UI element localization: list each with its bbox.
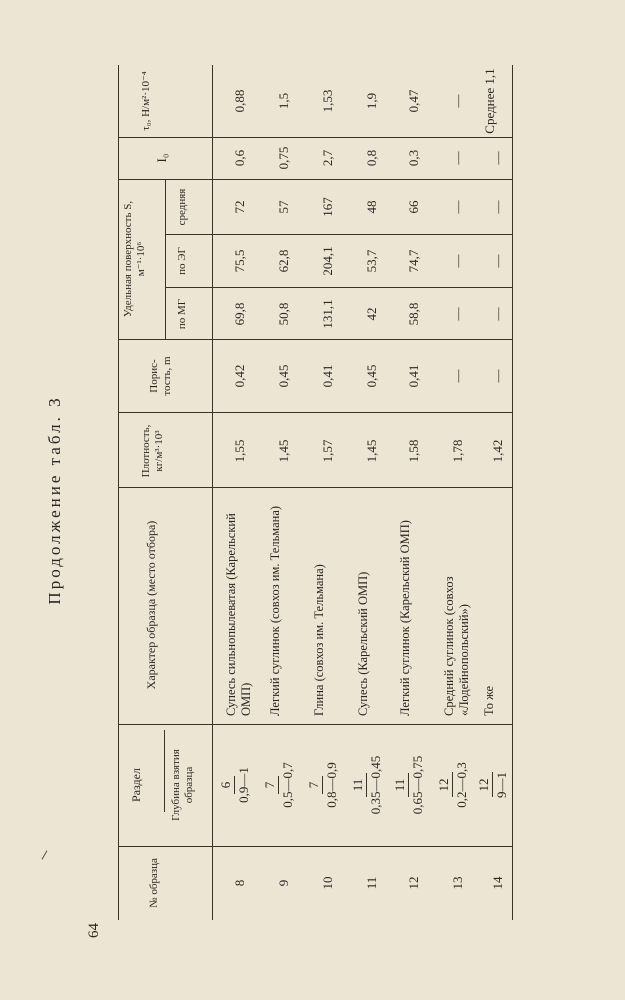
sample-number: 8 bbox=[232, 879, 247, 887]
section-depth-fraction bbox=[476, 730, 509, 840]
sample-number: 14 bbox=[490, 876, 505, 890]
porosity-value: — bbox=[490, 369, 505, 383]
sample-character: Средний суглинок (совхоз «Лодейнопольский») bbox=[442, 576, 471, 716]
header-porosity: Порис- тость, m bbox=[148, 356, 173, 396]
sample-number: 10 bbox=[320, 876, 335, 890]
sample-number: 9 bbox=[276, 879, 291, 887]
margin-mark bbox=[42, 850, 48, 859]
surface-eg-value: — bbox=[490, 254, 505, 268]
col-divider-mg bbox=[165, 287, 512, 288]
surface-mean-value: — bbox=[450, 200, 465, 214]
depth-range: 0,65—0,75 bbox=[410, 755, 425, 815]
surface-mean-value: 66 bbox=[406, 200, 421, 214]
sample-character: Легкий суглинок (совхоз им. Тельмана) bbox=[268, 505, 282, 716]
surface-mean-value: 48 bbox=[364, 200, 379, 214]
surface-mg-value: 58,8 bbox=[406, 302, 421, 326]
density-value: 1,58 bbox=[406, 439, 421, 463]
section-number: 7 bbox=[306, 776, 323, 795]
tau0-value: 1,53 bbox=[320, 89, 335, 113]
col-divider-mean bbox=[118, 179, 512, 180]
i0-value: 0,3 bbox=[406, 149, 421, 167]
surface-mg-value: 42 bbox=[364, 307, 379, 321]
i0-value: — bbox=[450, 151, 465, 165]
surface-mean-value: 72 bbox=[232, 200, 247, 214]
col-divider-section bbox=[118, 724, 512, 725]
density-value: 1,55 bbox=[232, 439, 247, 463]
surface-mg-value: 131,1 bbox=[320, 299, 335, 329]
section-number: 7 bbox=[262, 776, 279, 795]
depth-range: 0,2—0,3 bbox=[454, 762, 469, 808]
section-depth-fraction bbox=[218, 730, 251, 840]
header-i0: I₀ bbox=[154, 153, 169, 163]
surface-eg-value: 204,1 bbox=[320, 246, 335, 276]
sample-number: 12 bbox=[406, 876, 421, 890]
porosity-value: 0,45 bbox=[276, 364, 291, 388]
surface-eg-value: 53,7 bbox=[364, 249, 379, 273]
table-bottom-border bbox=[512, 65, 513, 920]
i0-value: — bbox=[490, 151, 505, 165]
section-number: 12 bbox=[476, 773, 493, 798]
depth-range: 0,8—0,9 bbox=[324, 762, 339, 808]
section-depth-fraction bbox=[306, 730, 339, 840]
surface-mean-value: 167 bbox=[320, 197, 335, 217]
surface-eg-value: 74,7 bbox=[406, 249, 421, 273]
sample-character: Супесь (Карельский ОМП) bbox=[356, 571, 370, 716]
page-number: 64 bbox=[86, 923, 102, 938]
col-divider-i0 bbox=[118, 137, 512, 138]
table-top-border bbox=[118, 65, 119, 920]
tau0-value: — bbox=[450, 94, 465, 108]
header-by-eg: по ЭГ bbox=[176, 247, 188, 275]
header-by-mg: по МГ bbox=[176, 298, 188, 330]
surface-eg-value: — bbox=[450, 254, 465, 268]
i0-value: 0,75 bbox=[276, 146, 291, 170]
surface-eg-value: 75,5 bbox=[232, 249, 247, 273]
depth-range: 9—1 bbox=[494, 772, 509, 798]
porosity-value: 0,42 bbox=[232, 364, 247, 388]
depth-range: 0,9—1 bbox=[236, 767, 251, 803]
section-depth-fraction bbox=[436, 730, 469, 840]
density-value: 1,45 bbox=[276, 439, 291, 463]
density-value: 1,42 bbox=[490, 439, 505, 463]
porosity-value: — bbox=[450, 369, 465, 383]
header-specific-surface: Удельная поверхность S, м⁻¹·10⁶ bbox=[122, 200, 147, 318]
sample-character: Супесь сильнопылеватая (Карельский ОМП) bbox=[224, 513, 253, 716]
depth-range: 0,5—0,7 bbox=[280, 762, 295, 808]
density-value: 1,78 bbox=[450, 439, 465, 463]
col-divider-porosity bbox=[118, 339, 512, 340]
header-character: Характер образца (место отбора) bbox=[144, 520, 158, 690]
porosity-value: 0,45 bbox=[364, 364, 379, 388]
surface-mean-value: — bbox=[490, 200, 505, 214]
section-number: 11 bbox=[392, 773, 409, 798]
header-divider bbox=[212, 65, 213, 920]
surface-mg-value: — bbox=[450, 307, 465, 321]
section-depth-fraction bbox=[392, 730, 425, 840]
section-number: 12 bbox=[436, 773, 453, 798]
sample-character: Легкий суглинок (Карельский ОМП) bbox=[398, 520, 412, 716]
table-title: Продолжение табл. 3 bbox=[45, 395, 64, 605]
section-depth-fraction bbox=[262, 730, 295, 840]
surface-mg-value: 69,8 bbox=[232, 302, 247, 326]
surface-subheader-divider bbox=[165, 180, 166, 340]
header-section: Раздел bbox=[129, 768, 143, 802]
i0-value: 0,8 bbox=[364, 149, 379, 167]
header-density: Плотность, кг/м³·10³ bbox=[140, 424, 165, 478]
density-value: 1,57 bbox=[320, 439, 335, 463]
tau0-value: 1,5 bbox=[276, 92, 291, 110]
tau0-value: Среднее 1,1 bbox=[482, 68, 497, 134]
tau0-value: 0,88 bbox=[232, 89, 247, 113]
tau0-value: 1,9 bbox=[364, 92, 379, 110]
col-divider-density bbox=[118, 412, 512, 413]
header-mean: средняя bbox=[176, 188, 188, 226]
depth-range: 0,35—0,45 bbox=[368, 755, 383, 815]
col-divider-eg bbox=[165, 234, 512, 235]
i0-value: 0,6 bbox=[232, 149, 247, 167]
section-depth-fraction bbox=[350, 730, 383, 840]
sample-number: 13 bbox=[450, 876, 465, 890]
tau0-value: 0,47 bbox=[406, 89, 421, 113]
section-number: 6 bbox=[218, 776, 235, 795]
header-tau0: τ₀, Н/м²·10⁻⁴ bbox=[140, 71, 152, 131]
col-divider-character bbox=[118, 487, 512, 488]
section-number: 11 bbox=[350, 773, 367, 798]
section-depth-divider bbox=[164, 730, 165, 812]
sample-character: Глина (совхоз им. Тельмана) bbox=[312, 564, 326, 716]
surface-mg-value: — bbox=[490, 307, 505, 321]
header-depth: Глубина взятия образца bbox=[170, 749, 195, 821]
surface-mg-value: 50,8 bbox=[276, 302, 291, 326]
i0-value: 2,7 bbox=[320, 149, 335, 167]
col-divider-no bbox=[118, 846, 512, 847]
porosity-value: 0,41 bbox=[320, 364, 335, 388]
sample-number: 11 bbox=[364, 876, 379, 890]
header-sample-no: № образца bbox=[148, 858, 160, 908]
surface-mean-value: 57 bbox=[276, 200, 291, 214]
sample-character: То же bbox=[482, 685, 496, 716]
porosity-value: 0,41 bbox=[406, 364, 421, 388]
density-value: 1,45 bbox=[364, 439, 379, 463]
surface-eg-value: 62,8 bbox=[276, 249, 291, 273]
